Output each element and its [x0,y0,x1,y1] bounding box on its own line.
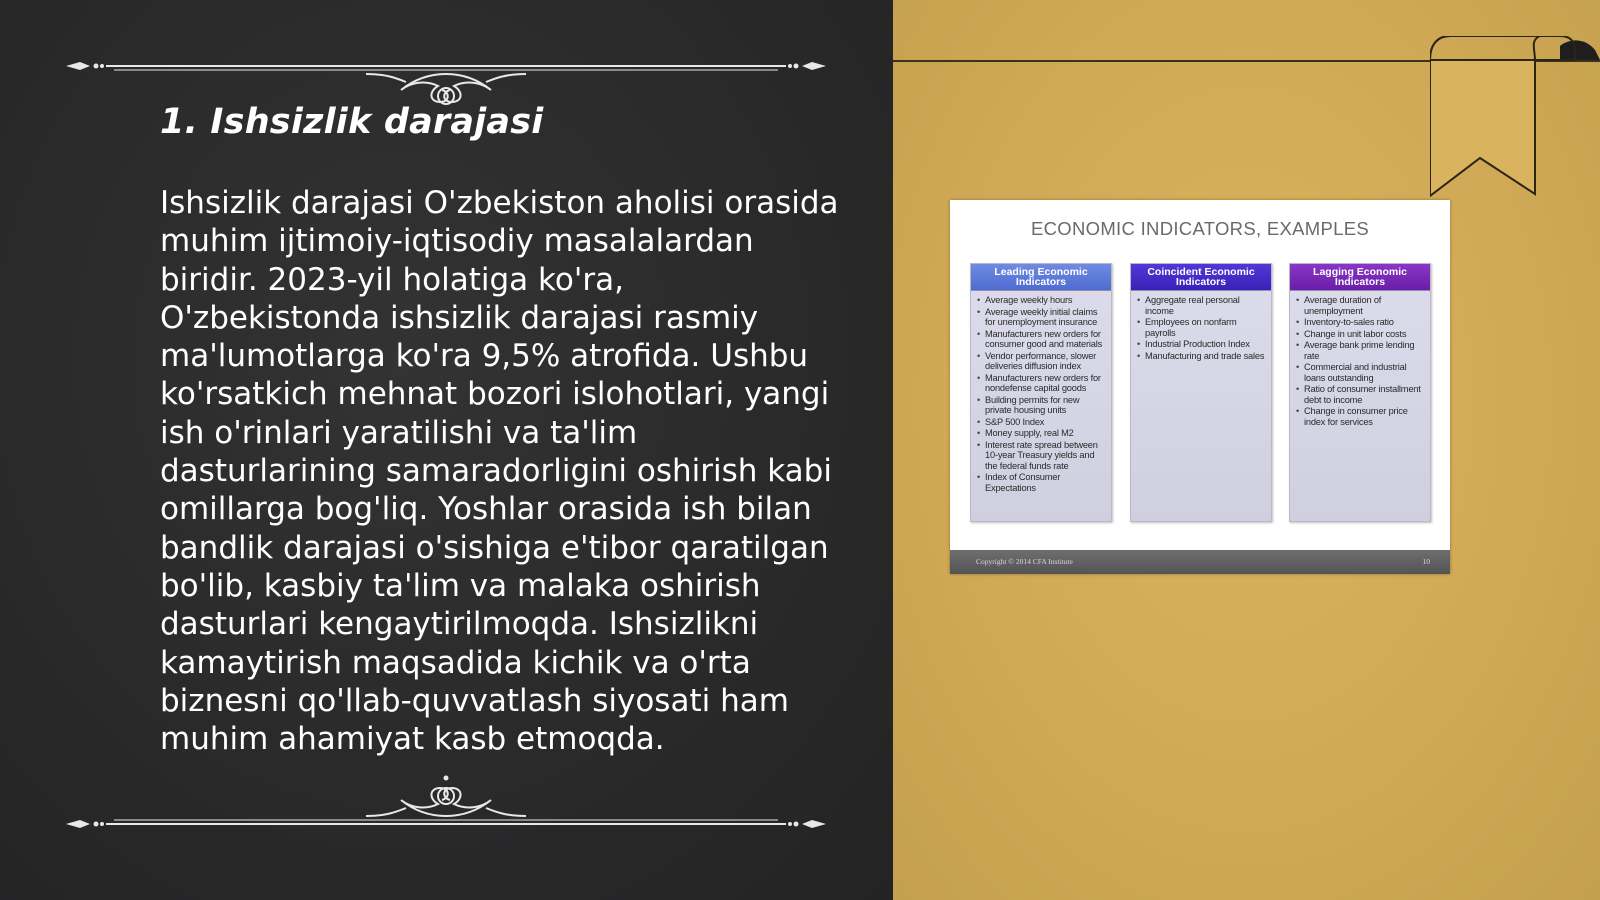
bookmark-ribbon-icon [1430,36,1600,200]
column-header: Coincident Economic Indicators [1131,264,1271,291]
embedded-slide-image [950,200,1450,574]
list-item: • Average bank prime lending rate [1304,340,1427,361]
list-item: • Vendor performance, slower deliveries diffusion index [985,351,1108,372]
list-item: • Ratio of consumer installment debt to income [1304,384,1427,405]
slide-body-text: Ishsizlik darajasi O'zbekiston aholisi orasida muhim ijtimoiy-iqtisodiy masalalardan biridir. 2023-yil holatiga ko'ra, O'zbekistonda ishsizlik darajasi rasmiy ma'lumotlarga ko'ra 9,5% atrofida. Ushbu ko'rsatkich mehnat bozori islohotlari, yangi ish o'rinlari yaratilishi va ta'lim dasturlarining samaradorligini oshirish kabi omillarga bog'liq. Yoshlar orasida ish bilan bandlik darajasi o'sishiga e'tibor qaratilgan bo'lib, kasbiy ta'lim va malaka oshirish dasturlari kengaytirilmoqda. Ishsizlikni kamaytirish maqsadida kichik va o'rta biznesni qo'llab-quvvatlash siyosati ham muhim ahamiyat kasb etmoqda. [160,185,839,758]
list-item: • Money supply, real M2 [985,428,1108,439]
indicator-column-coincident [1130,263,1272,522]
list-item: • Manufacturers new orders for nondefense capital goods [985,373,1108,394]
list-item: • Average duration of unemployment [1304,295,1427,316]
ornament-divider-bottom-icon [66,770,826,830]
slide-title: 1. Ishsizlik darajasi [160,102,544,142]
embedded-slide-footer [950,550,1450,574]
list-item: • S&P 500 Index [985,417,1108,428]
list-item: • Average weekly initial claims for unemployment insurance [985,307,1108,328]
list-item: • Average weekly hours [985,295,1108,306]
indicator-list [971,291,1111,493]
indicator-list [1131,291,1271,361]
list-item: • Change in unit labor costs [1304,329,1427,340]
list-item: • Manufacturers new orders for consumer good and materials [985,329,1108,350]
list-item: • Interest rate spread between 10-year Treasury yields and the federal funds rate [985,440,1108,472]
footer-copyright: Copyright © 2014 CFA Institute [976,557,1073,566]
list-item: • Manufacturing and trade sales [1145,351,1268,362]
footer-page-number: 10 [1422,557,1430,566]
indicator-column-lagging [1289,263,1431,522]
column-header: Leading Economic Indicators [971,264,1111,291]
list-item: • Employees on nonfarm payrolls [1145,317,1268,338]
indicator-list [1290,291,1430,427]
list-item: • Change in consumer price index for services [1304,406,1427,427]
list-item: • Index of Consumer Expectations [985,472,1108,493]
list-item: • Commercial and industrial loans outstanding [1304,362,1427,383]
list-item: • Industrial Production Index [1145,339,1268,350]
embedded-slide-title: ECONOMIC INDICATORS, EXAMPLES [1031,218,1369,239]
indicator-column-leading [970,263,1112,522]
column-header: Lagging Economic Indicators [1290,264,1430,291]
list-item: • Inventory-to-sales ratio [1304,317,1427,328]
list-item: • Building permits for new private housing units [985,395,1108,416]
list-item: • Aggregate real personal income [1145,295,1268,316]
